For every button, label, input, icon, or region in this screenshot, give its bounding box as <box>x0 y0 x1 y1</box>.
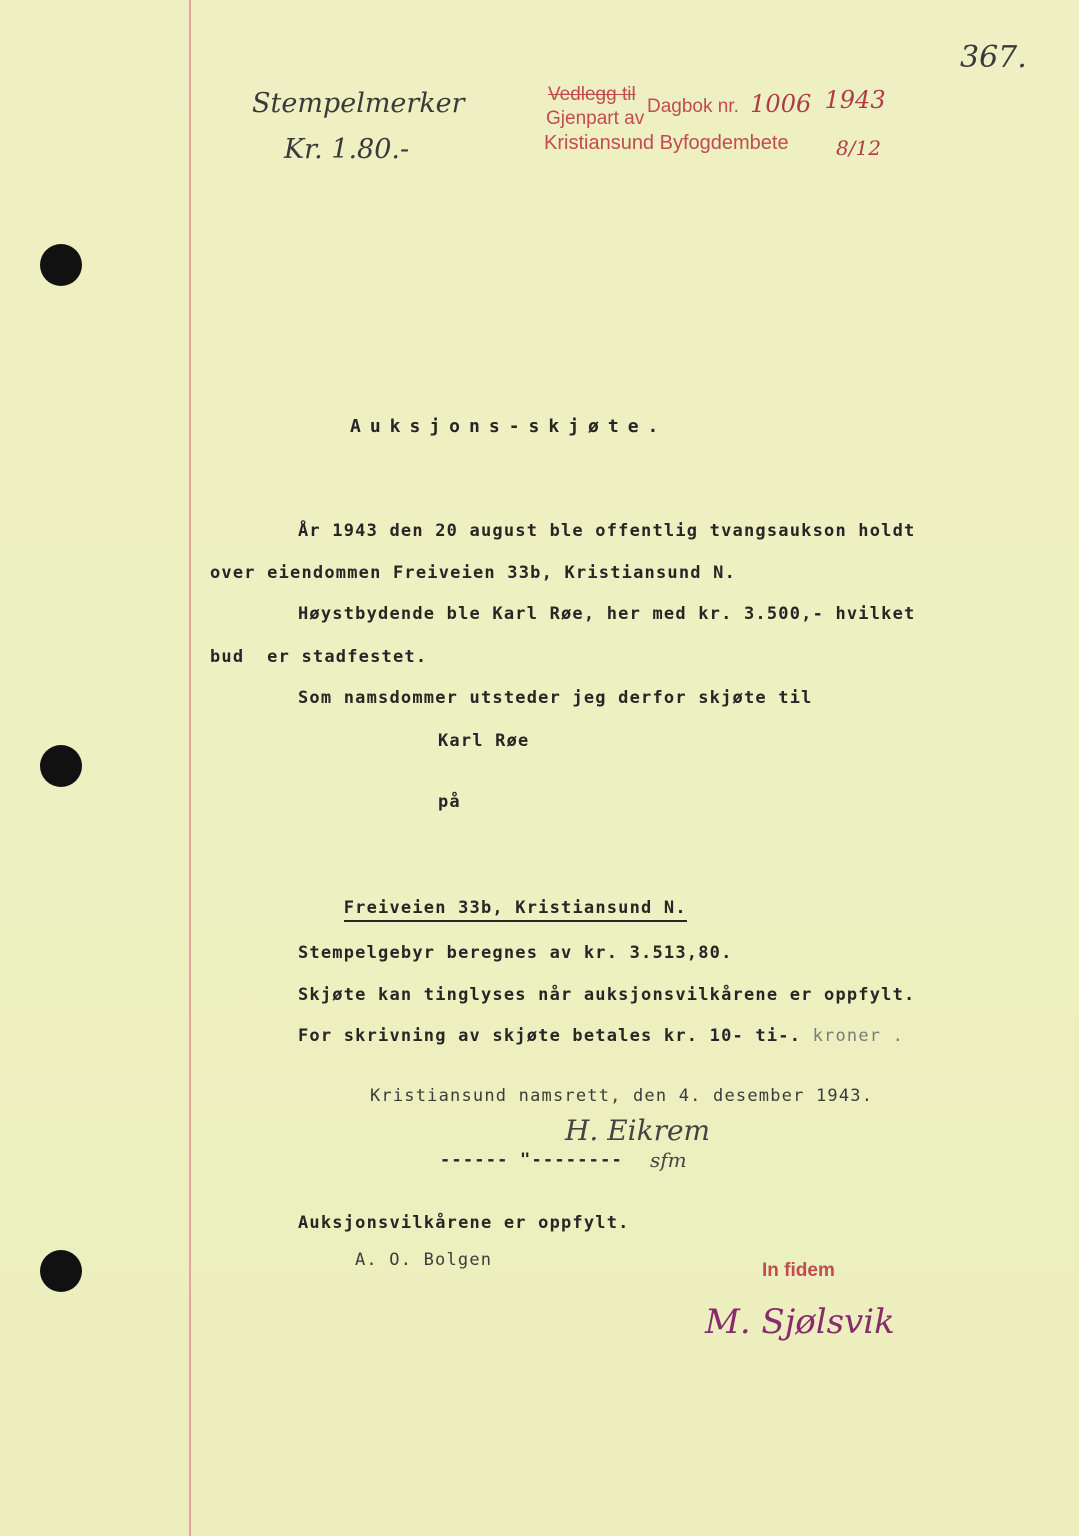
conditions-signer: A. O. Bolgen <box>355 1250 493 1270</box>
in-fidem-stamp: In fidem <box>762 1260 835 1281</box>
signature-placeholder: ------ "-------- <box>440 1150 623 1170</box>
writing-fee-text: For skrivning av skjøte betales kr. 10- ti-. <box>298 1026 802 1046</box>
stamp-office-name: Kristiansund Byfogdembete <box>544 132 789 154</box>
para1-line1: År 1943 den 20 august ble offentlig tvangsaukson holdt <box>298 521 916 541</box>
grantee-name: Karl Røe <box>438 731 530 751</box>
punch-hole-bottom <box>40 1250 82 1292</box>
registration-line: Skjøte kan tinglyses når auksjonsvilkårene er oppfylt. <box>298 985 916 1005</box>
para1-line2: over eiendommen Freiveien 33b, Kristiansund N. <box>210 563 737 583</box>
page-number: 367. <box>960 40 1027 75</box>
writing-fee-suffix: kroner . <box>812 1026 905 1046</box>
writing-fee-line <box>298 1026 904 1046</box>
para2-line1: Høystbydende ble Karl Røe, her med kr. 3.500,- hvilket <box>298 604 916 624</box>
stamp-year: 1943 <box>824 86 886 114</box>
punch-hole-top <box>40 244 82 286</box>
stamp-dagbok-label: Dagbok nr. <box>646 96 739 117</box>
stamp-copy-label: Gjenpart av <box>546 108 645 129</box>
margin-line <box>189 0 191 1536</box>
para3: Som namsdommer utsteder jeg derfor skjøte til <box>298 688 813 708</box>
para2-line2: bud er stadfestet. <box>210 647 428 667</box>
stamp-marks-amount: Kr. 1.80.- <box>284 134 410 165</box>
judge-signature: H. Eikrem <box>565 1114 711 1147</box>
place-date-line: Kristiansund namsrett, den 4. desember 1943. <box>370 1086 874 1106</box>
judge-title: sfm <box>650 1148 687 1172</box>
property-address-text: Freiveien 33b, Kristiansund N. <box>344 898 687 922</box>
punch-hole-middle <box>40 745 82 787</box>
stamp-dagbok-number: 1006 <box>750 90 812 118</box>
stamp-marks-label: Stempelmerker <box>252 88 465 119</box>
stamp-fee-line: Stempelgebyr beregnes av kr. 3.513,80. <box>298 943 733 963</box>
stamp-struck-text: Vedlegg til <box>548 84 636 105</box>
document-title: Auksjons-skjøte. <box>350 416 668 437</box>
stamp-date: 8/12 <box>836 136 881 160</box>
preposition: på <box>438 792 461 812</box>
property-address <box>298 878 687 938</box>
conditions-line: Auksjonsvilkårene er oppfylt. <box>298 1213 630 1233</box>
clerk-signature: M. Sjølsvik <box>705 1302 895 1342</box>
